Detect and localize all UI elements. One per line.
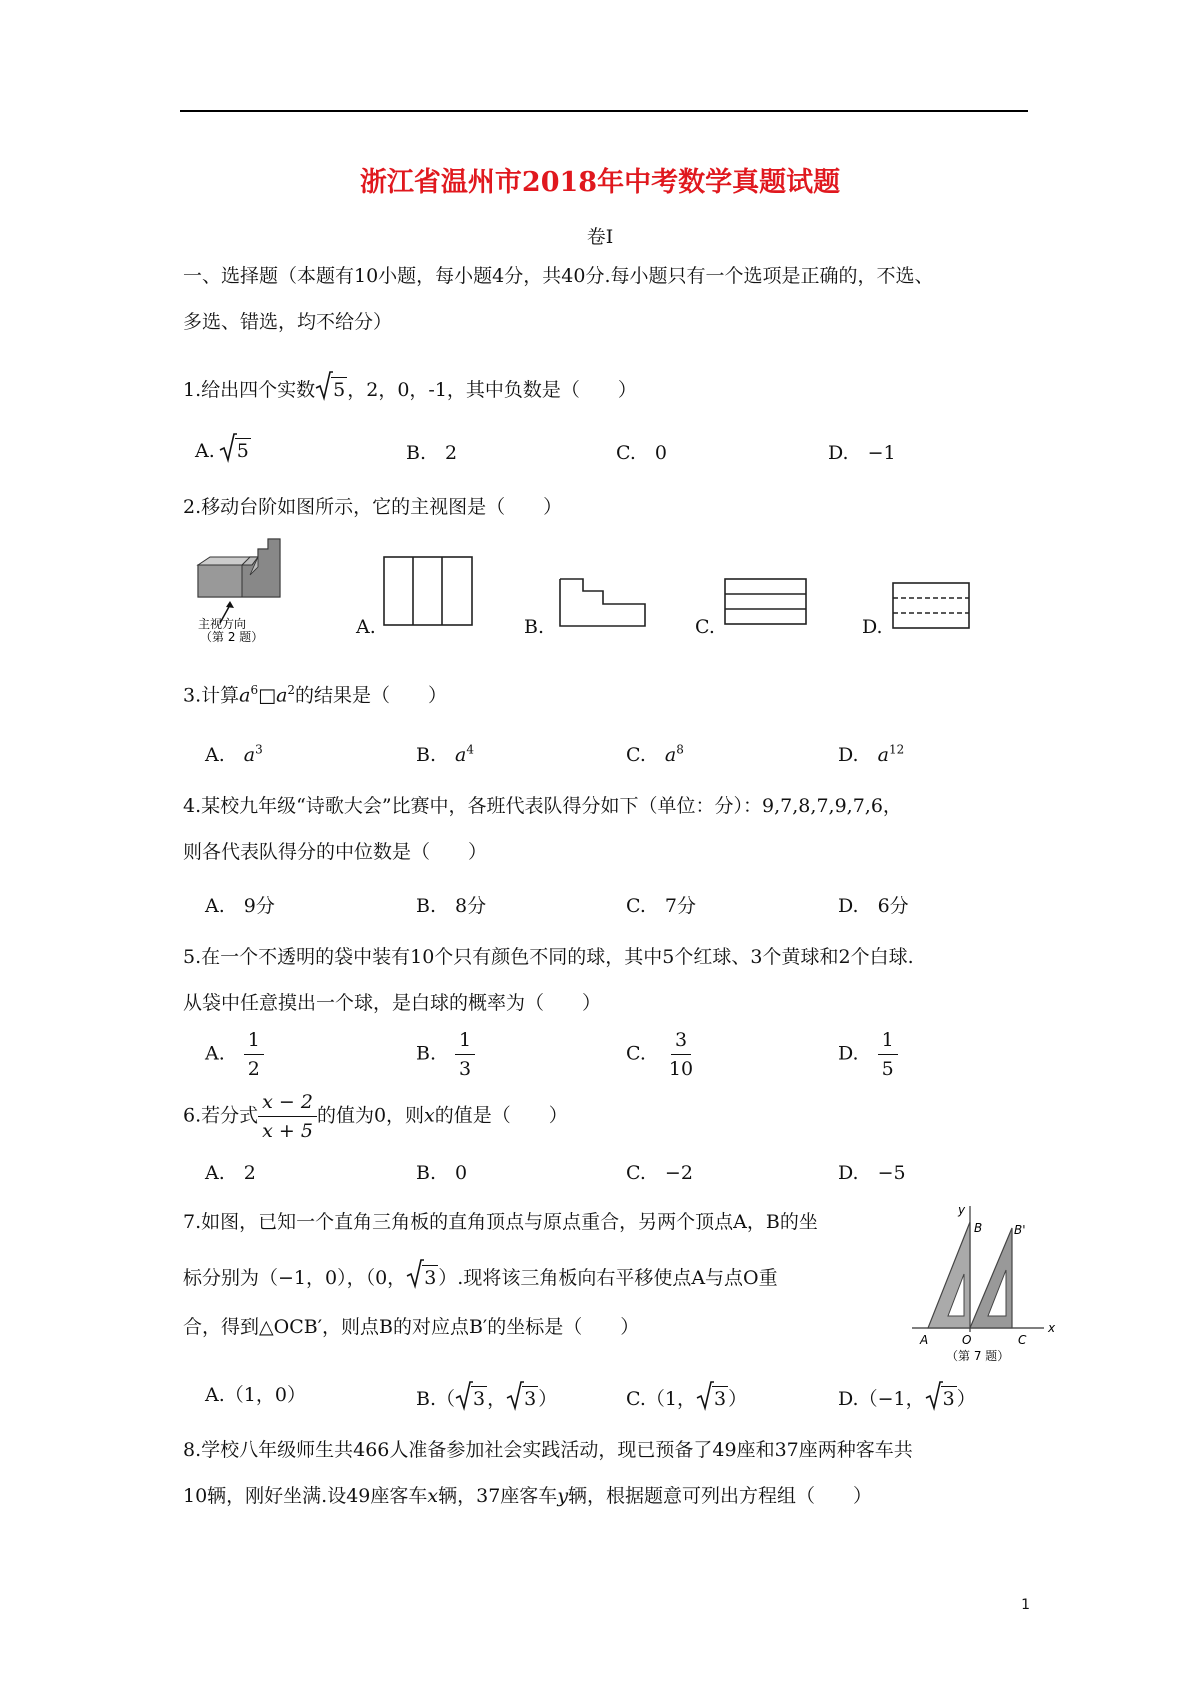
option-a-three-columns-figure [383, 556, 475, 628]
question-2-option-b: B. [524, 616, 545, 638]
option-b-stairs-outline-figure [559, 578, 649, 628]
figure-7-caption: （第 7 题） [946, 1349, 1010, 1363]
point-a-label: A [920, 1333, 929, 1347]
point-b-label: B [974, 1221, 983, 1235]
question-7-option-a: A.（1，0） [205, 1384, 306, 1406]
question-6-option-d: D. −5 [838, 1162, 906, 1184]
question-7-option-b: B.（ 3 ， 3 ） [416, 1384, 557, 1411]
y-axis-label: y [958, 1203, 966, 1217]
question-5-option-c: C. $\frac{3}{10}$ [626, 1029, 694, 1080]
question-7-stem-line1: 7.如图，已知一个直角三角板的直角顶点与原点重合，另两个顶点A，B的坐 [183, 1211, 818, 1233]
question-1-stem: 1.给出四个实数 5 ，2，0，-1，其中负数是（ ） [183, 376, 637, 404]
question-6-option-c: C. −2 [626, 1162, 693, 1184]
question-1-option-a: A. 5 [195, 438, 251, 463]
question-4-stem-line2: 则各代表队得分的中位数是（ ） [183, 841, 488, 863]
volume-label: 卷Ⅰ [586, 226, 614, 248]
question-5-option-a: A. $\frac{1}{2}$ [205, 1028, 264, 1081]
question-1-option-b: B. 2 [406, 442, 458, 464]
view-direction-label: 主视方向 [198, 617, 247, 631]
origin-label: O [962, 1333, 972, 1347]
question-6-option-a: A. 2 [205, 1162, 256, 1184]
fraction-expression: $\frac{x - 2}{x + 5}$ [258, 1090, 317, 1143]
question-7-option-c: C.（1， 3 ） [626, 1384, 747, 1411]
option-d-dashed-layers-figure [892, 582, 972, 632]
question-4-option-c: C. 7分 [626, 895, 696, 917]
section-heading-line2: 多选、错选，均不给分） [183, 311, 393, 333]
question-3-option-a: A. $a^3$ [205, 742, 263, 766]
question-4-stem-line1: 4.某校九年级“诗歌大会”比赛中，各班代表队得分如下（单位：分）：9,7,8,7,9,7,6， [183, 795, 902, 817]
question-5-option-b: B. $\frac{1}{3}$ [416, 1028, 475, 1081]
question-8-stem-line2: 10辆，刚好坐满.设49座客车x辆，37座客车y辆，根据题意可列出方程组（ ） [183, 1485, 873, 1507]
question-6-stem: 6.若分式 $\frac{x - 2}{x + 5}$ 的值为0，则x的值是（ ） [183, 1091, 568, 1142]
page-title: 浙江省温州市2018年中考数学真题试题 [359, 167, 841, 198]
x-axis-label: x [1048, 1321, 1056, 1335]
question-7-stem-line3: 合，得到△OCB′，则点B的对应点B′的坐标是（ ） [183, 1316, 640, 1338]
question-5-stem-line2: 从袋中任意摸出一个球，是白球的概率为（ ） [183, 992, 602, 1014]
question-3-option-d: D. $a^{12}$ [838, 742, 905, 766]
question-5-option-d: D. $\frac{1}{5}$ [838, 1028, 898, 1081]
point-b-prime-label: B' [1014, 1223, 1026, 1237]
section-heading-line1: 一、选择题（本题有10小题，每小题4分，共40分.每小题只有一个选项是正确的，不选、 [183, 265, 934, 287]
question-7-stem-line2: 标分别为（−1，0），（0， 3 ）.现将该三角板向右平移使点A与点O重 [183, 1264, 778, 1292]
question-4-option-d: D. 6分 [838, 895, 909, 917]
sqrt-expression: 5 [315, 376, 347, 404]
question-2-option-d: D. [862, 616, 883, 638]
stairs-3d-figure [190, 535, 295, 644]
figure-7-triangles [908, 1202, 1058, 1370]
question-2-stem: 2.移动台阶如图所示，它的主视图是（ ） [183, 496, 563, 518]
question-8-stem-line1: 8.学校八年级师生共466人准备参加社会实践活动，现已预备了49座和37座两种客车共 [183, 1439, 913, 1461]
question-1-option-d: D. −1 [828, 442, 896, 464]
point-c-label: C [1018, 1333, 1027, 1347]
question-6-option-b: B. 0 [416, 1162, 468, 1184]
figure-2-caption: （第 2 题） [200, 630, 264, 644]
question-3-stem: 3.计算$a^6□a^2$的结果是（ ） [183, 683, 448, 707]
question-3-option-c: C. $a^8$ [626, 742, 684, 766]
page-number: 1 [1021, 1597, 1030, 1613]
question-4-option-a: A. 9分 [205, 895, 275, 917]
question-1-option-c: C. 0 [616, 442, 667, 464]
option-c-horizontal-layers-figure [724, 578, 809, 628]
question-3-option-b: B. $a^4$ [416, 742, 474, 766]
question-4-option-b: B. 8分 [416, 895, 487, 917]
question-5-stem-line1: 5.在一个不透明的袋中装有10个只有颜色不同的球，其中5个红球、3个黄球和2个白球. [183, 946, 914, 968]
question-2-option-c: C. [695, 616, 715, 638]
header-rule [180, 110, 1028, 112]
question-2-option-a: A. [356, 616, 376, 638]
question-7-option-d: D.（−1， 3 ） [838, 1384, 976, 1411]
